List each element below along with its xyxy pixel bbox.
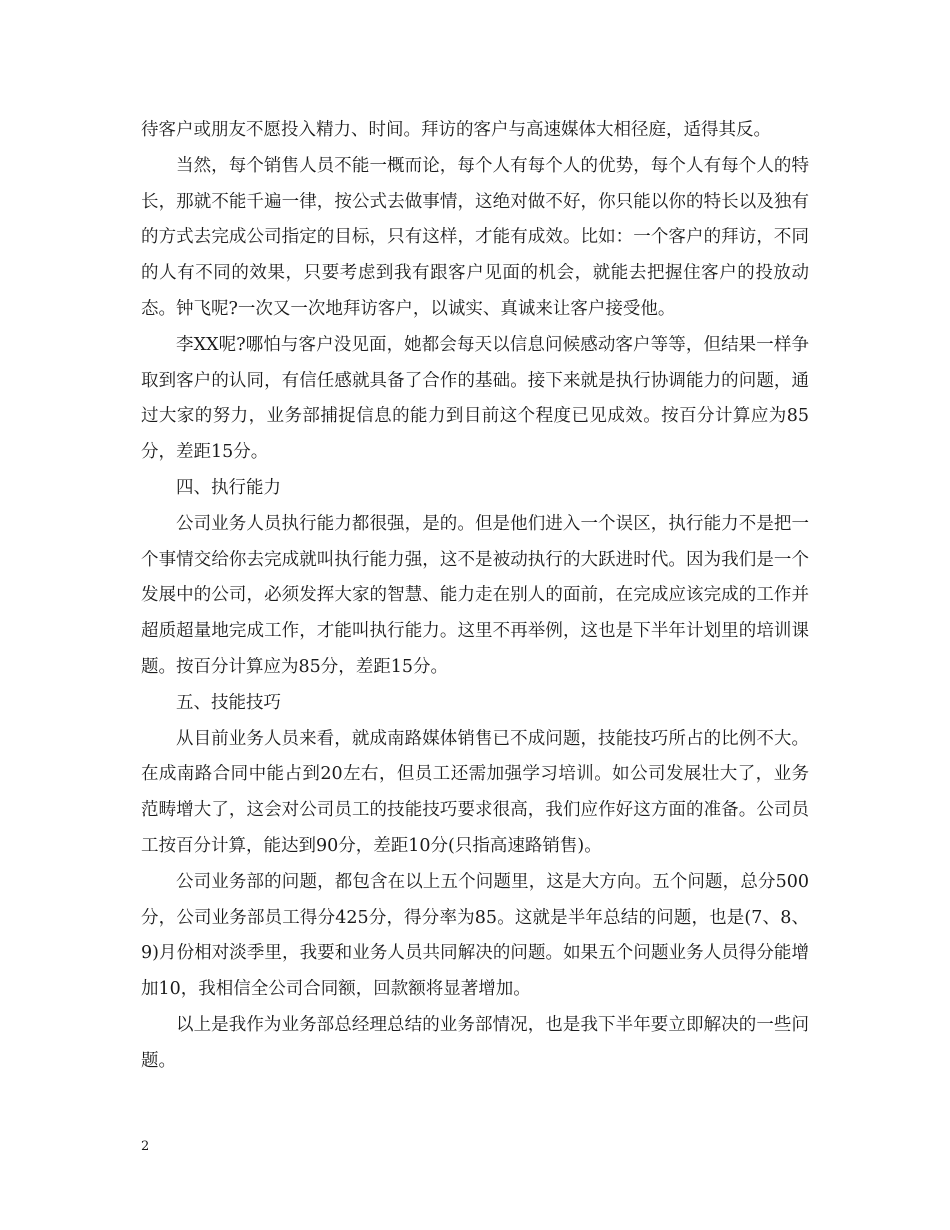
section-heading-skills: 五、技能技巧 (176, 692, 281, 713)
paragraph-continuation: 待客户或朋友不愿投入精力、时间。拜访的客户与高速媒体大相径庭，适得其反。 (141, 120, 771, 140)
paragraph-conclusion: 以上是我作为业务部总经理总结的业务部情况，也是我下半年要立即解决的一些问题。 (141, 1014, 809, 1071)
page-number: 2 (141, 1139, 150, 1154)
paragraph-skills: 从目前业务人员来看，就成南路媒体销售已不成问题，技能技巧所占的比例不大。在成南路合同中能占到20左右，但员工还需加强学习培训。如公司发展壮大了，业务范畴增大了，这会对公司员工的技能技巧要求很高，我们应作好这方面的准备。公司员工按百分计算，能达到90分，差距10分(只指高速路销售)。 (141, 728, 809, 856)
paragraph-li-example: 李XX呢?哪怕与客户没见面，她都会每天以信息问候感动客户等等，但结果一样争取到客户的认同，有信任感就具备了合作的基础。接下来就是执行协调能力的问题，通过大家的努力，业务部捕捉信息的能力到目前这个程度已见成效。按百分计算应为85分，差距15分。 (141, 334, 809, 463)
paragraph-individual-strengths: 当然，每个销售人员不能一概而论，每个人有每个人的优势，每个人有每个人的特长，那就不能千遍一律，按公式去做事情，这绝对做不好，你只能以你的特长以及独有的方式去完成公司指定的目标，只有这样，才能有成效。比如：一个客户的拜访，不同的人有不同的效果，只要考虑到我有跟客户见面的机会，就能去把握住客户的投放动态。钟飞呢?一次又一次地拜访客户，以诚实、真诚来让客户接受他。 (141, 155, 809, 319)
section-heading-execution: 四、执行能力 (176, 477, 281, 498)
paragraph-summary-score: 公司业务部的问题，都包含在以上五个问题里，这是大方向。五个问题，总分500分，公司业务部员工得分425分，得分率为85。这就是半年总结的问题，也是(7、8、9)月份相对淡季里，我要和业务人员共同解决的问题。如果五个问题业务人员得分能增加10，我相信全公司合同额，回款额将显著增加。 (141, 871, 809, 1000)
document-body (141, 113, 809, 1080)
paragraph-execution: 公司业务人员执行能力都很强，是的。但是他们进入一个误区，执行能力不是把一个事情交给你去完成就叫执行能力强，这不是被动执行的大跃进时代。因为我们是一个发展中的公司，必须发挥大家的智慧、能力走在别人的面前，在完成应该完成的工作并超质超量地完成工作，才能叫执行能力。这里不再举例，这也是下半年计划里的培训课题。按百分计算应为85分，差距15分。 (141, 513, 809, 677)
